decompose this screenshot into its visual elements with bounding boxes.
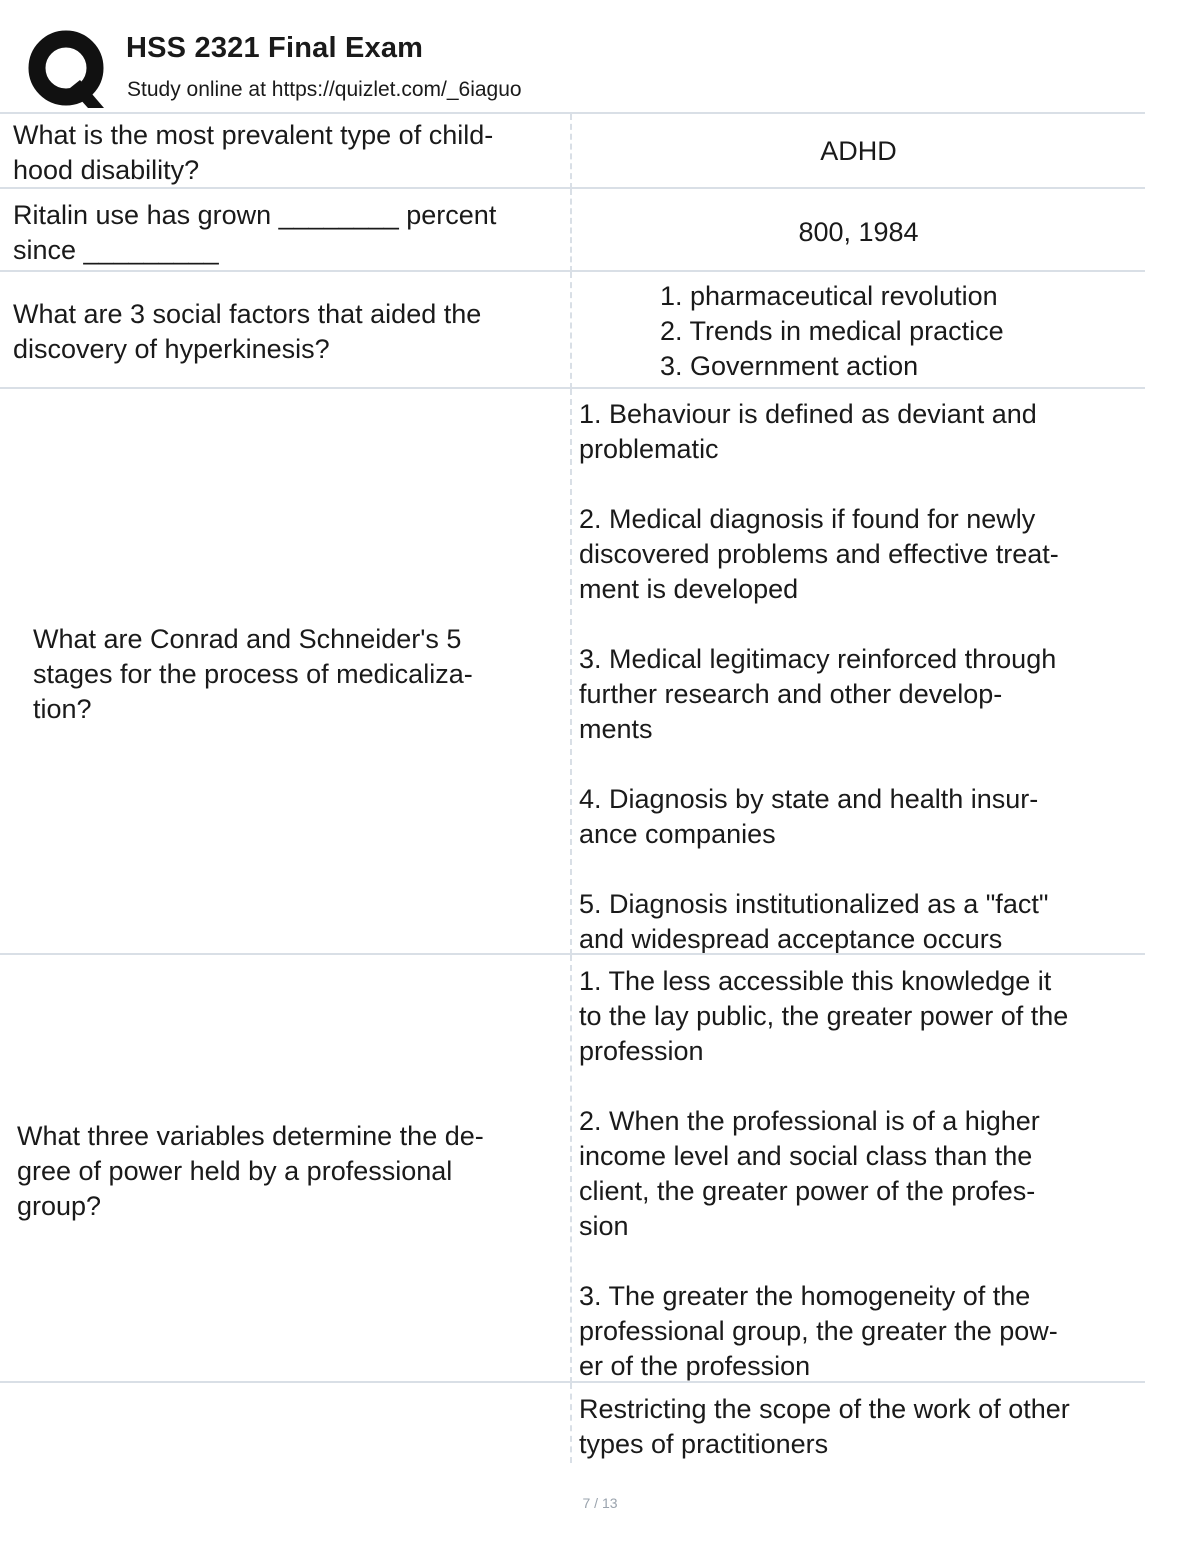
answer-line: profession: [579, 1036, 704, 1066]
answer-cell: [572, 114, 1145, 189]
answer-line: sion: [579, 1211, 629, 1241]
answer-line: and widespread acceptance occurs: [579, 924, 1003, 954]
answer-line: 2. When the professional is of a higher: [579, 1106, 1040, 1136]
answer-line: ADHD: [820, 136, 897, 166]
question-line: What are 3 social factors that aided the: [13, 299, 482, 329]
answer-line: ment is developed: [579, 574, 799, 604]
answer-line: client, the greater power of the profes-: [579, 1176, 1036, 1206]
answer-line: 1. The less accessible this knowledge it: [579, 966, 1052, 996]
flashcard-row: [0, 953, 1145, 1383]
question-cell: [0, 389, 572, 955]
question-line: tion?: [33, 694, 92, 724]
answer-line: discovered problems and effective treat-: [579, 539, 1059, 569]
question-line: gree of power held by a professional: [17, 1156, 453, 1186]
answer-cell: [572, 1383, 1145, 1463]
page-indicator: 7 / 13: [582, 1495, 618, 1511]
question-cell: [0, 114, 572, 189]
question-line: What is the most prevalent type of child-: [13, 120, 494, 150]
question-line: group?: [17, 1191, 102, 1221]
answer-line: further research and other develop-: [579, 679, 1003, 709]
question-line: What are Conrad and Schneider's 5: [33, 624, 462, 654]
flashcard-row: [0, 1381, 1145, 1463]
question-line: since _________: [13, 235, 219, 265]
question-cell: [0, 1383, 572, 1463]
flashcard-row: [0, 187, 1145, 272]
question-cell: [0, 189, 572, 272]
question-cell: [0, 272, 572, 389]
question-line: stages for the process of medicaliza-: [33, 659, 473, 689]
answer-line: 3. Medical legitimacy reinforced through: [579, 644, 1057, 674]
answer-line: 1. pharmaceutical revolution: [660, 281, 998, 311]
answer-line: er of the profession: [579, 1351, 811, 1381]
flashcard-row: [0, 387, 1145, 955]
answer-cell: [572, 955, 1145, 1383]
answer-line: income level and social class than the: [579, 1141, 1033, 1171]
flashcard-row: [0, 270, 1145, 389]
answer-line: ance companies: [579, 819, 776, 849]
answer-line: 3. The greater the homogeneity of the: [579, 1281, 1031, 1311]
answer-cell: [572, 272, 1145, 389]
flashcard-row: [0, 112, 1145, 189]
page-header: [28, 28, 1173, 112]
answer-line: 800, 1984: [798, 217, 919, 247]
answer-line: ments: [579, 714, 653, 744]
answer-line: professional group, the greater the pow-: [579, 1316, 1058, 1346]
question-line: What three variables determine the de-: [17, 1121, 484, 1151]
answer-line: 4. Diagnosis by state and health insur-: [579, 784, 1039, 814]
answer-line: types of practitioners: [579, 1429, 829, 1459]
question-cell: [0, 955, 572, 1383]
answer-line: 5. Diagnosis institutionalized as a "fact": [579, 889, 1049, 919]
answer-cell: [572, 389, 1145, 955]
question-line: hood disability?: [13, 155, 200, 185]
answer-cell: [572, 189, 1145, 272]
answer-line: to the lay public, the greater power of the: [579, 1001, 1069, 1031]
answer-line: 3. Government action: [660, 351, 919, 381]
answer-line: problematic: [579, 434, 719, 464]
answer-line: 2. Medical diagnosis if found for newly: [579, 504, 1036, 534]
answer-line: 1. Behaviour is defined as deviant and: [579, 399, 1037, 429]
study-link-text: Study online at https://quizlet.com/_6iaguo: [127, 78, 522, 101]
quizlet-q-logo-icon: [28, 30, 108, 110]
answer-line: 2. Trends in medical practice: [660, 316, 1004, 346]
answer-line: Restricting the scope of the work of other: [579, 1394, 1070, 1424]
question-line: Ritalin use has grown ________ percent: [13, 200, 497, 230]
page-title: HSS 2321 Final Exam: [126, 32, 424, 64]
question-line: discovery of hyperkinesis?: [13, 334, 330, 364]
